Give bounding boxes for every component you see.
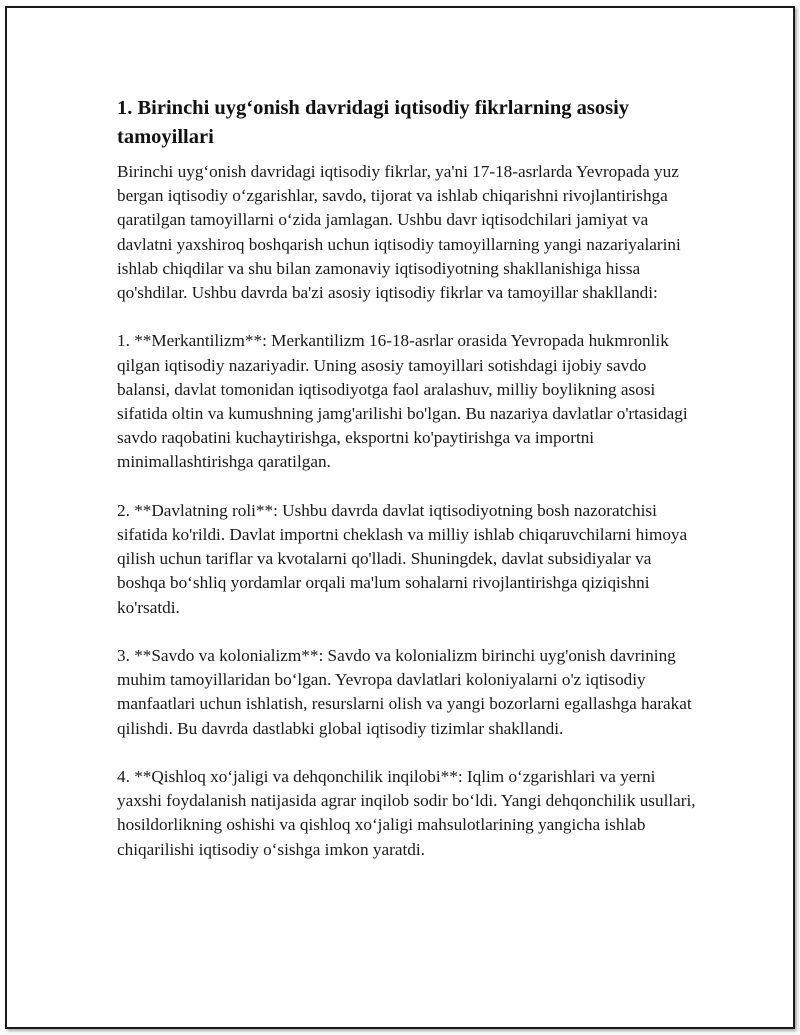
document-body	[117, 94, 697, 886]
paragraph-davlatning-roli: 2. **Davlatning roli**: Ushbu davrda davlat iqtisodiyotning bosh nazoratchisi sifatida ko'rildi. Davlat importni cheklash va milliy ishlab chiqaruvchilarni himoya qilish uchun tariflar va kvotalarni qo'lladi. Shuningdek, davlat subsidiyalar va boshqa bo‘shliq yordamlar orqali ma'lum sohalarni rivojlantirishga qiziqishni ko'rsatdi.	[117, 500, 688, 617]
paragraph-merkantilizm: 1. **Merkantilizm**: Merkantilizm 16-18-asrlar orasida Yevropada hukmronlik qilgan iqtisodiy nazariyadir. Uning asosiy tamoyillari sotishdagi ijobiy savdo balansi, davlat tomonidan iqtisodiyotga faol aralashuv, milliy boylikning asosi sifatida oltin va kumushning jamg'arilishi bo'lgan. Bu nazariya davlatlar o'rtasidagi savdo raqobatini kuchaytirishga, eksportni ko'paytirishga va importni minimallashtirishga qaratilgan.	[117, 331, 688, 472]
document-title: 1. Birinchi uyg‘onish davridagi iqtisodiy fikrlarning asosiy tamoyillari	[117, 97, 630, 148]
paragraph-savdo-kolonializm: 3. **Savdo va kolonializm**: Savdo va kolonializm birinchi uyg'onish davrining muhim tamoyillaridan bo‘lgan. Yevropa davlatlari koloniyalarni o'z iqtisodiy manfaatlari uchun ishlatish, resurslarni olish va yangi bozorlarni egallashga harakat qilishdi. Bu davrda dastlabki global iqtisodiy tizimlar shakllandi.	[117, 646, 692, 738]
paragraph-qishloq-xojaligi: 4. **Qishloq xo‘jaligi va dehqonchilik inqilobi**: Iqlim o‘zgarishlari va yerni yaxshi foydalanish natijasida agrar inqilob sodir bo‘ldi. Yangi dehqonchilik usullari, hosildorlikning oshishi va qishloq xo‘jaligi mahsulotlarining yangicha ishlab chiqarilishi iqtisodiy o‘sishga imkon yaratdi.	[117, 767, 696, 859]
intro-paragraph: Birinchi uyg‘onish davridagi iqtisodiy fikrlar, ya'ni 17-18-asrlarda Yevropada yuz bergan iqtisodiy o‘zgarishlar, savdo, tijorat va ishlab chiqarishni rivojlantirishga qaratilgan tamoyillarni o‘zida jamlagan. Ushbu davr iqtisodchilari jamiyat va davlatni yaxshiroq boshqarish uchun iqtisodiy tamoyillarning yangi nazariyalarini ishlab chiqdilar va shu bilan zamonaviy iqtisodiyotning shakllanishiga hissa qo'shdilar. Ushbu davrda ba'zi asosiy iqtisodiy fikrlar va tamoyillar shakllandi:	[117, 162, 681, 303]
